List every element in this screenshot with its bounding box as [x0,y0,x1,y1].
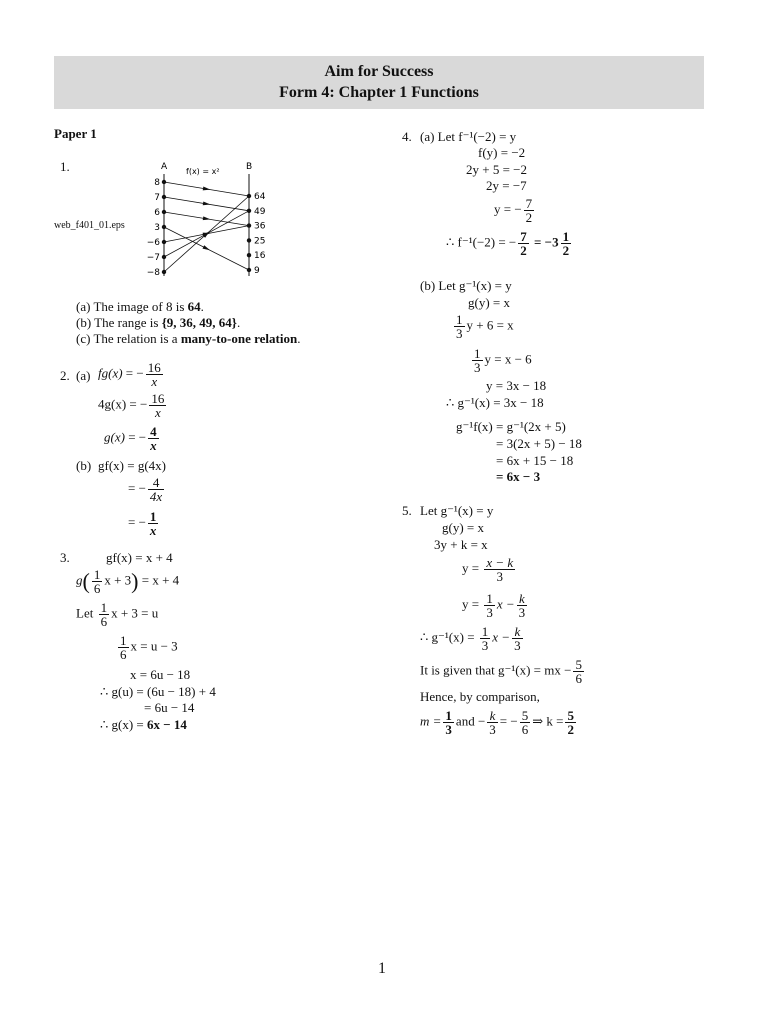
q5-line6: ∴ g⁻¹(x) = $\frac{1}{3}$ x − $\frac{k}{3}$ [420,624,521,653]
q4-a-line3: 2y + 5 = −2 [466,162,527,177]
codomain-point [247,223,251,227]
q4-b-line5: y = 3x − 18 [486,378,547,393]
q2-line1: fg(x) = − $\frac{16}{x}$ [98,360,161,389]
codomain-point [247,268,251,272]
domain-label: 3 [154,223,160,233]
figure-label: web_f401_01.eps [54,220,125,231]
domain-point [162,210,166,214]
domain-label: −6 [146,238,160,248]
q5-line2: g(y) = x [442,520,484,535]
codomain-point [247,253,251,257]
q5-line8: Hence, by comparison, [420,689,540,704]
codomain-point [247,238,251,242]
q1-b: (b) The range is {9, 36, 49, 64}. [76,315,241,330]
q4-b-line8: = 3(2x + 5) − 18 [496,436,582,451]
q3-line1: gf(x) = x + 4 [106,550,173,565]
q2-line3: g(x) = − $\frac{4}{x}$ [104,424,157,453]
q2-a-label: (a) [76,368,91,383]
q3-number: 3. [60,550,70,565]
q4-a-answer: ∴ f⁻¹(−2) = − $\frac{7}{2}$ = −3 $\frac{1}{2}$ [446,229,570,258]
q2-number: 2. [60,368,70,383]
q2-line6: = − $\frac{1}{x}$ [128,509,157,538]
codomain-label: 64 [254,192,266,202]
codomain-label: 9 [254,266,260,276]
set-b-label: B [246,162,253,172]
q3-answer: ∴ g(x) = 6x − 14 [100,717,187,732]
codomain-point [247,209,251,213]
q4-a-line5: y = − $\frac{7}{2}$ [494,196,533,225]
document-header [54,56,704,109]
paper-label: Paper 1 [54,126,97,141]
domain-label: 8 [154,178,160,188]
set-a-label: A [161,162,168,172]
domain-point [162,195,166,199]
domain-point [162,270,166,274]
q4-a-line1: (a) Let f⁻¹(−2) = y [420,129,517,144]
arrowhead [203,245,211,250]
q5-line1: Let g⁻¹(x) = y [420,503,494,518]
function-label: f(x) = x² [186,167,220,176]
q4-b-line9: = 6x + 15 − 18 [496,453,574,468]
domain-point [162,225,166,229]
q2-line2: 4g(x) = − $\frac{16}{x}$ [98,391,165,420]
q3-line7: = 6u − 14 [144,700,195,715]
domain-label: −8 [146,268,160,278]
q1-c: (c) The relation is a many-to-one relation. [76,331,301,346]
q4-b-line6: ∴ g⁻¹(x) = 3x − 18 [446,395,544,410]
q5-answer: m = $\frac{1}{3}$ and − $\frac{k}{3}$ = − $\frac{5}{6}$ ⇒ k = $\frac{5}{2}$ [420,708,574,737]
q4-b-answer: = 6x − 3 [496,469,541,484]
domain-label: −7 [146,253,160,263]
q4-b-line7: g⁻¹f(x) = g⁻¹(2x + 5) [456,419,566,434]
q5-number: 5. [402,503,412,518]
codomain-label: 36 [254,221,266,232]
q4-b-line3: $\frac{1}{3}$ y + 6 = x [456,312,514,341]
domain-label: 6 [154,208,160,218]
q4-a-line4: 2y = −7 [486,178,527,193]
q3-line5: x = 6u − 18 [130,667,191,682]
header-title: Aim for Success [324,63,434,80]
q4-number: 4. [402,129,412,144]
q5-line7: It is given that g⁻¹(x) = mx − $\frac{5}{6}$ [420,657,582,686]
arrow-diagram [140,158,280,280]
q5-line5: y = $\frac{1}{3}$ x − $\frac{k}{3}$ [462,591,526,620]
q2-line5: = − $\frac{4}{4x}$ [128,475,163,504]
codomain-label: 49 [254,206,266,217]
domain-label: 7 [154,193,160,203]
q3-line4: $\frac{1}{6}$ x = u − 3 [120,633,178,662]
domain-point [162,255,166,259]
q4-a-line2: f(y) = −2 [478,145,526,160]
q4-b-line4: $\frac{1}{3}$ y = x − 6 [474,346,532,375]
q3-line6: ∴ g(u) = (6u − 18) + 4 [100,684,216,699]
q1-a: (a) The image of 8 is 64. [76,299,204,314]
q3-line2: g( $\frac{1}{6}$ x + 3) = x + 4 [76,567,180,596]
header-subtitle: Form 4: Chapter 1 Functions [279,84,479,101]
codomain-label: 16 [254,251,266,262]
q4-b-line1: (b) Let g⁻¹(x) = y [420,278,512,293]
domain-point [162,180,166,184]
q4-b-line2: g(y) = x [468,295,510,310]
q2-line4: gf(x) = g(4x) [98,458,166,473]
q5-line4: y = $\frac{x - k}{3}$ [462,555,514,584]
page-number: 1 [378,960,386,977]
codomain-point [247,194,251,198]
q1-number: 1. [60,159,70,174]
q3-line3: Let $\frac{1}{6}$ x + 3 = u [76,600,159,629]
q5-line3: 3y + k = x [434,537,488,552]
q2-b-label: (b) [76,458,92,473]
domain-point [162,240,166,244]
codomain-label: 25 [254,236,266,247]
